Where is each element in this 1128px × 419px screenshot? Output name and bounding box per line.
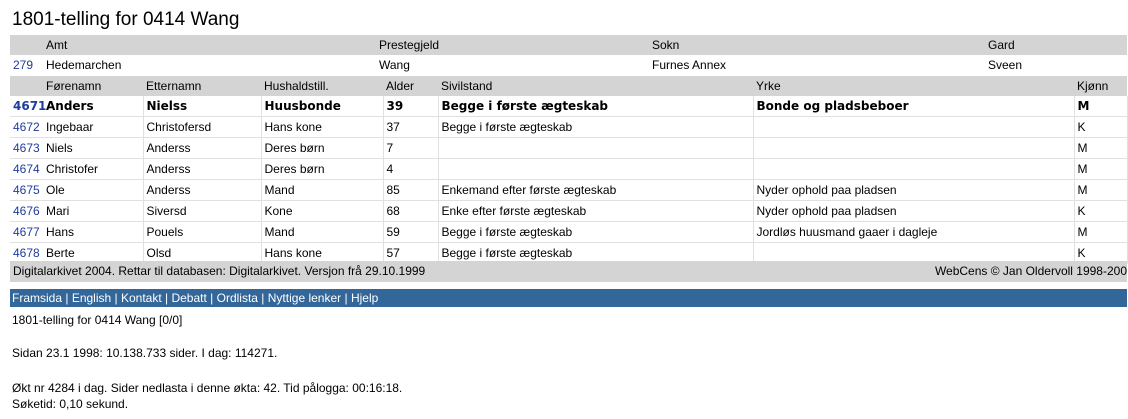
nav-separator: | (62, 291, 72, 305)
person-etternamn: Anderss (143, 180, 261, 201)
person-alder: 57 (383, 243, 438, 264)
person-fornamn: Ingebaar (43, 117, 143, 138)
person-id-cell (10, 96, 47, 117)
person-kjonn: M (1074, 180, 1127, 201)
persons-header-row (10, 76, 1127, 96)
person-hushaldstill: Mand (261, 222, 383, 243)
page-title: 1801-telling for 0414 Wang (12, 9, 240, 30)
person-row (10, 222, 1127, 243)
person-id-cell (10, 117, 43, 138)
person-kjonn: K (1074, 243, 1127, 264)
person-kjonn: M (1074, 159, 1127, 180)
person-alder: 85 (383, 180, 438, 201)
nav-separator: | (206, 291, 217, 305)
nav-bar (10, 289, 1127, 307)
person-id-cell (10, 201, 43, 222)
nav-link-debatt[interactable]: Debatt (171, 291, 207, 305)
person-sivilstand: Enke efter første ægteskab (438, 201, 753, 222)
person-kjonn: M (1074, 138, 1127, 159)
person-row (10, 201, 1127, 222)
person-yrke (753, 138, 1074, 159)
person-alder: 4 (383, 159, 438, 180)
person-fornamn: Berte (43, 243, 143, 264)
farm-prestegjeld: Wang (379, 58, 410, 72)
search-time: Søketid: 0,10 sekund. (12, 397, 129, 411)
person-hushaldstill: Hans kone (261, 243, 383, 264)
col-header-etternamn: Etternamn (143, 76, 261, 96)
person-fornamn: Niels (43, 138, 143, 159)
nav-separator: | (161, 291, 172, 305)
nav-link-nyttige-lenker[interactable]: Nyttige lenker (267, 291, 342, 305)
farm-gard: Sveen (988, 58, 1023, 72)
footer-bar (10, 261, 1127, 282)
person-id-cell (10, 159, 43, 180)
footer-copyright: Digitalarkivet 2004. Rettar til databasen: Digitalarkivet. Versjon frå 29.10.1999 (13, 264, 426, 278)
person-fornamn: Mari (43, 201, 143, 222)
person-alder: 68 (383, 201, 438, 222)
col-header-fornamn: Førenamn (43, 76, 143, 96)
person-id-link[interactable]: 4672 (13, 120, 40, 134)
col-header-id (10, 76, 43, 96)
person-etternamn: Christofersd (143, 117, 261, 138)
person-hushaldstill: Mand (261, 180, 383, 201)
col-header-yrke: Yrke (753, 76, 1074, 96)
person-fornamn: Christofer (43, 159, 143, 180)
person-id-cell (10, 180, 43, 201)
nav-link-framsida[interactable]: Framsida (12, 291, 63, 305)
farm-row (10, 55, 1127, 75)
person-kjonn: K (1074, 117, 1127, 138)
col-header-alder: Alder (383, 76, 438, 96)
nav-link-ordlista[interactable]: Ordlista (216, 291, 258, 305)
person-sivilstand: Begge i første ægteskab (438, 222, 753, 243)
farm-header-row (10, 35, 1127, 55)
person-sivilstand (438, 159, 753, 180)
person-id-link[interactable]: 4676 (13, 204, 40, 218)
person-kjonn: K (1074, 201, 1127, 222)
person-alder: 37 (383, 117, 438, 138)
person-alder: 7 (383, 138, 438, 159)
nav-separator: | (111, 291, 121, 305)
person-id-cell (10, 138, 43, 159)
person-kjonn: M (1074, 96, 1127, 117)
person-sivilstand: Begge i første ægteskab (438, 96, 753, 117)
person-alder: 39 (383, 96, 438, 117)
person-id-link[interactable]: 4674 (13, 162, 40, 176)
col-header-kjonn: Kjønn (1074, 76, 1127, 96)
person-yrke: Bonde og pladsbeboer (753, 96, 1074, 117)
person-row (10, 180, 1127, 201)
page-counter: Sidan 23.1 1998: 10.138.733 sider. I dag: 114271. (12, 346, 278, 360)
person-sivilstand (438, 138, 753, 159)
person-hushaldstill: Huusbonde (261, 96, 383, 117)
person-yrke (753, 117, 1074, 138)
person-id-link[interactable]: 4677 (13, 225, 40, 239)
person-kjonn: M (1074, 222, 1127, 243)
person-etternamn: Anderss (143, 159, 261, 180)
farm-table (10, 35, 1127, 75)
person-alder: 59 (383, 222, 438, 243)
person-row (10, 138, 1127, 159)
person-row (10, 159, 1127, 180)
person-etternamn: Siversd (143, 201, 261, 222)
col-header-sivilstand: Sivilstand (438, 76, 753, 96)
farm-header-amt: Amt (43, 35, 376, 55)
census-status: 1801-telling for 0414 Wang [0/0] (12, 313, 183, 327)
nav-separator: | (257, 291, 268, 305)
person-yrke: Nyder ophold paa pladsen (753, 180, 1074, 201)
person-hushaldstill: Hans kone (261, 117, 383, 138)
nav-separator: | (341, 291, 351, 305)
person-yrke: Jordløs huusmand gaaer i dagleje (753, 222, 1074, 243)
person-etternamn: Olsd (143, 243, 261, 264)
nav-link-hjelp[interactable]: Hjelp (350, 291, 379, 305)
persons-table (10, 76, 1128, 264)
person-id-link[interactable]: 4675 (13, 183, 40, 197)
farm-sokn: Furnes Annex (652, 58, 727, 72)
person-sivilstand: Enkemand efter første ægteskab (438, 180, 753, 201)
person-hushaldstill: Deres børn (261, 138, 383, 159)
footer-webcens: WebCens © Jan Oldervoll 1998-200 (934, 264, 1127, 278)
farm-amt: Hedemarchen (46, 58, 122, 72)
farm-header-id (10, 35, 43, 55)
person-etternamn: Anderss (143, 138, 261, 159)
person-row (10, 96, 1127, 117)
person-etternamn: Nielss (143, 96, 261, 117)
person-id-link[interactable]: 4673 (13, 141, 40, 155)
nav-link-english[interactable]: English (71, 291, 112, 305)
person-fornamn: Hans (43, 222, 143, 243)
person-row (10, 117, 1127, 138)
person-id-link[interactable]: 4671 (13, 99, 47, 113)
farm-id-cell (10, 55, 43, 75)
person-sivilstand: Begge i første ægteskab (438, 117, 753, 138)
farm-header-gard: Gard (985, 35, 1127, 55)
col-header-hushaldstill: Hushaldstill. (261, 76, 383, 96)
person-fornamn: Ole (43, 180, 143, 201)
person-id-link[interactable]: 4678 (13, 246, 40, 260)
farm-id-link[interactable]: 279 (13, 58, 34, 72)
person-etternamn: Pouels (143, 222, 261, 243)
farm-header-sokn: Sokn (649, 35, 985, 55)
person-hushaldstill: Deres børn (261, 159, 383, 180)
person-yrke: Nyder ophold paa pladsen (753, 201, 1074, 222)
nav-link-kontakt[interactable]: Kontakt (120, 291, 162, 305)
session-info: Økt nr 4284 i dag. Sider nedlasta i denne økta: 42. Tid pålogga: 00:16:18. (12, 381, 403, 395)
person-id-cell (10, 222, 43, 243)
person-fornamn: Anders (43, 96, 143, 117)
person-hushaldstill: Kone (261, 201, 383, 222)
person-sivilstand: Begge i første ægteskab (438, 243, 753, 264)
person-yrke (753, 159, 1074, 180)
farm-header-prestegjeld: Prestegjeld (376, 35, 649, 55)
